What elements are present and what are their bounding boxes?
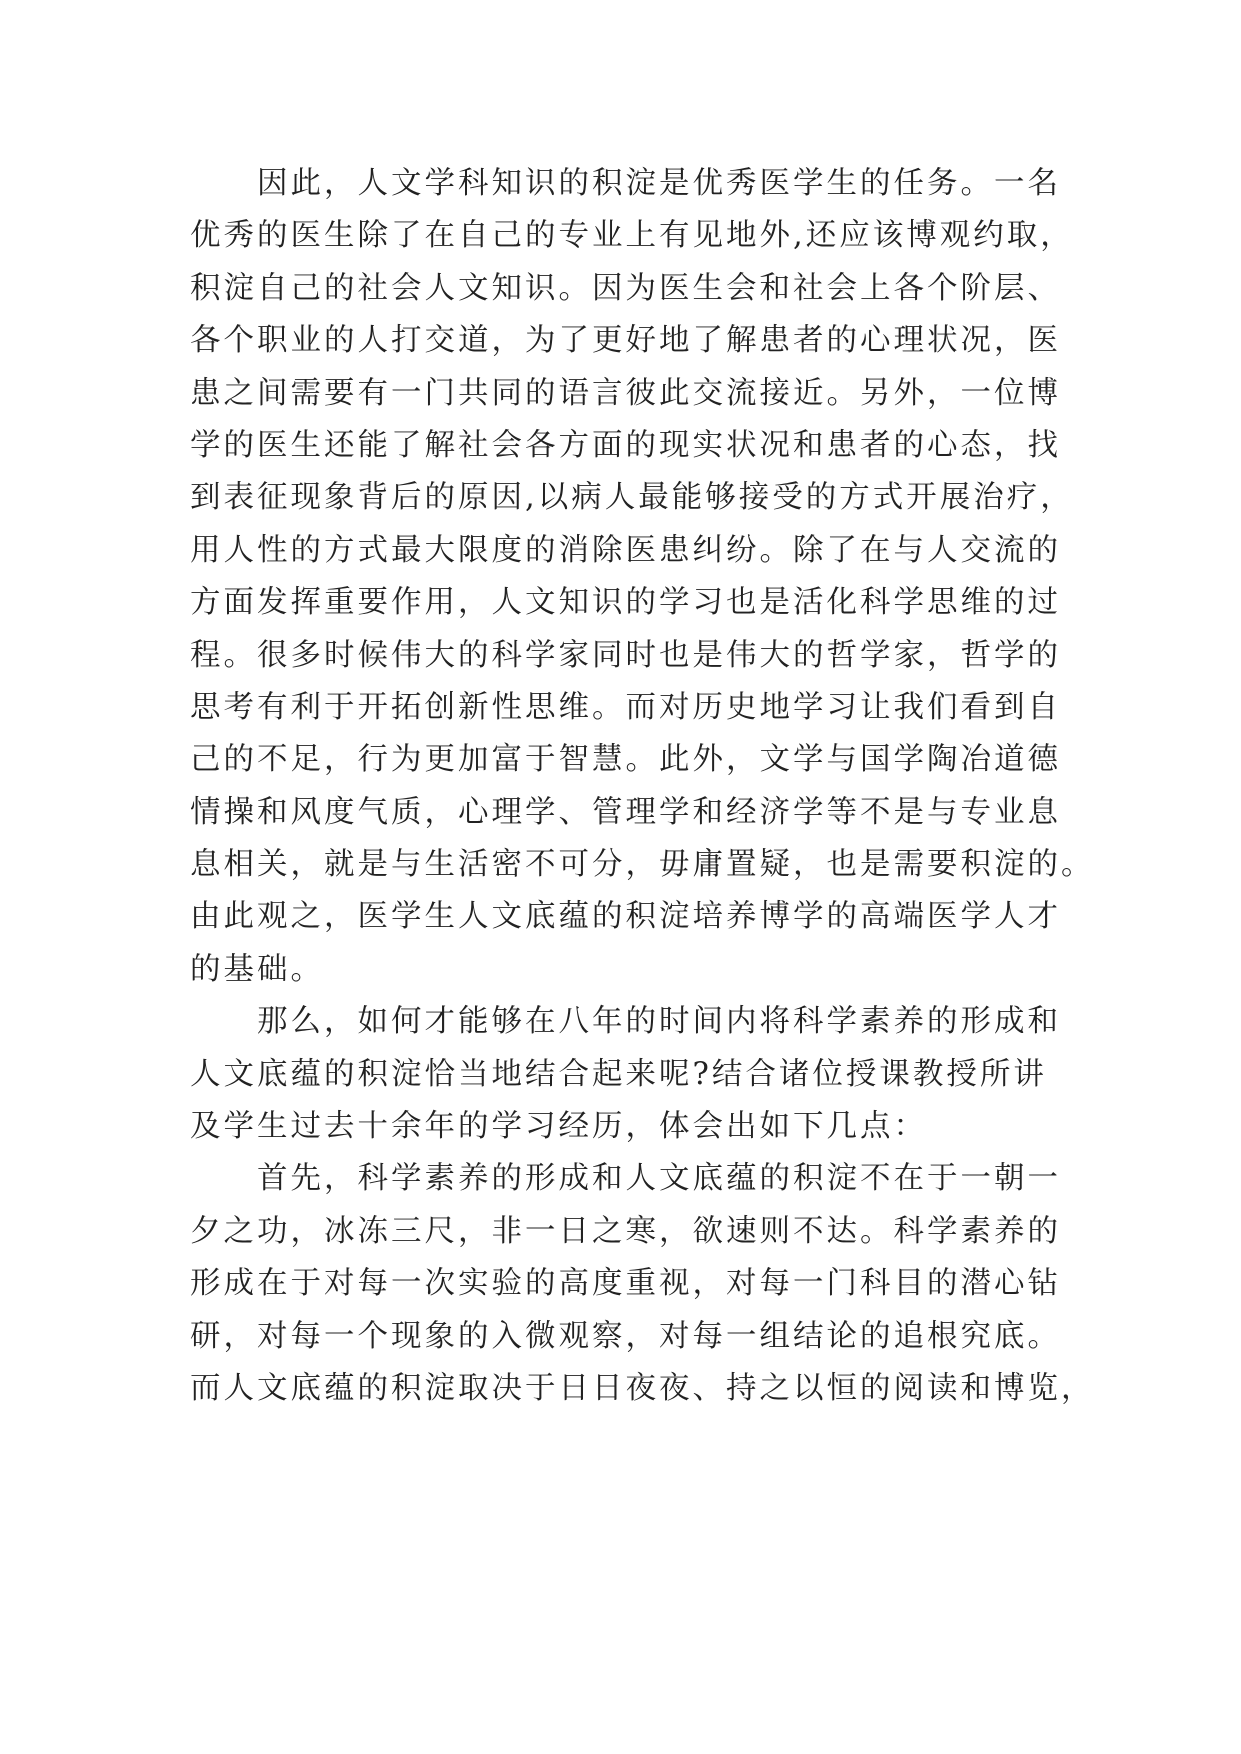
text-line: 那么，如何才能够在八年的时间内将科学素养的形成和 [257,1004,1061,1040]
text-line: 到表征现象背后的原因,以病人最能够接受的方式开展治疗， [190,480,1074,516]
paragraph-3 [190,1153,1095,1415]
text-line: 夕之功，冰冻三尺，非一日之寒，欲速则不达。科学素养的 [190,1213,1061,1249]
text-line: 各个职业的人打交道，为了更好地了解患者的心理状况，医 [190,323,1061,359]
text-line: 首先，科学素养的形成和人文底蕴的积淀不在于一朝一 [257,1161,1061,1197]
text-line: 患之间需要有一门共同的语言彼此交流接近。另外，一位博 [190,375,1061,411]
text-line: 及学生过去十余年的学习经历，体会出如下几点： [190,1109,927,1145]
text-line: 用人性的方式最大限度的消除医患纠纷。除了在与人交流的 [190,532,1061,568]
text-line: 学的医生还能了解社会各方面的现实状况和患者的心态，找 [190,427,1061,463]
text-line: 研，对每一个现象的入微观察，对每一组结论的追根究底。 [190,1318,1061,1354]
text-line: 的基础。 [190,951,324,987]
text-line: 优秀的医生除了在自己的专业上有见地外,还应该博观约取， [190,218,1074,254]
text-line: 而人文底蕴的积淀取决于日日夜夜、持之以恒的阅读和博览， [190,1370,1095,1406]
text-line: 形成在于对每一次实验的高度重视，对每一门科目的潜心钻 [190,1266,1061,1302]
text-line: 因此，人文学科知识的积淀是优秀医学生的任务。一名 [257,166,1061,201]
text-line: 己的不足，行为更加富于智慧。此外，文学与国学陶冶道德 [190,742,1061,778]
paragraph-1 [190,158,1095,996]
text-line: 情操和风度气质，心理学、管理学和经济学等不是与专业息 [190,794,1061,830]
text-line: 程。很多时候伟大的科学家同时也是伟大的哲学家，哲学的 [190,637,1061,673]
text-line: 由此观之，医学生人文底蕴的积淀培养博学的高端医学人才 [190,899,1061,935]
text-line: 思考有利于开拓创新性思维。而对历史地学习让我们看到自 [190,689,1061,725]
text-line: 积淀自己的社会人文知识。因为医生会和社会上各个阶层、 [190,270,1061,306]
text-line: 方面发挥重要作用，人文知识的学习也是活化科学思维的过 [190,585,1061,621]
text-line: 人文底蕴的积淀恰当地结合起来呢?结合诸位授课教授所讲 [190,1056,1047,1092]
document-body [190,158,1095,1415]
text-line: 息相关，就是与生活密不可分，毋庸置疑，也是需要积淀的。 [190,847,1095,883]
paragraph-2 [190,996,1090,1153]
